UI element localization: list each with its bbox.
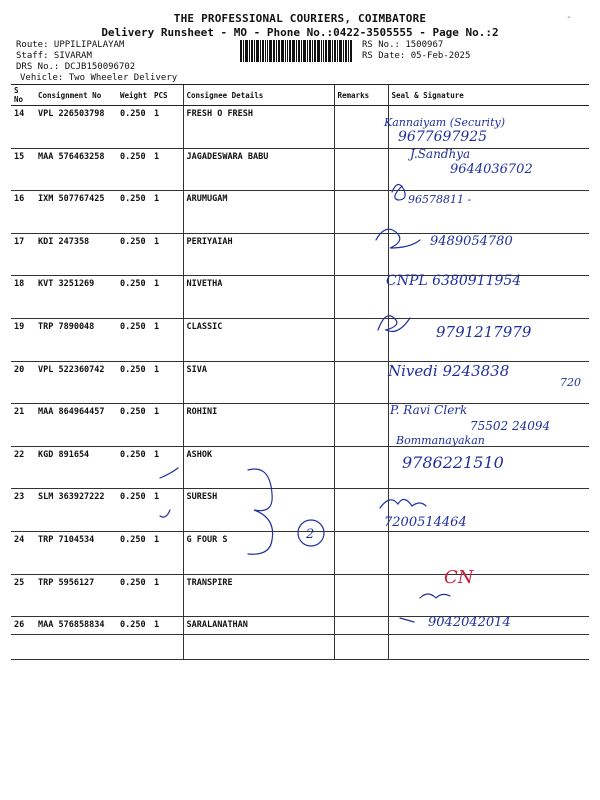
consignee-cell: ASHOK [183,446,334,489]
sno-cell: 16 [11,191,35,234]
weight-cell: 0.250 [117,446,151,489]
weight-cell: 0.250 [117,404,151,447]
weight-cell: 0.250 [117,148,151,191]
weight-cell: 0.250 [117,191,151,234]
sno-cell: 22 [11,446,35,489]
table-header-row [11,85,589,106]
consignment-cell: KVT 3251269 [35,276,117,319]
consignee-cell: FRESH O FRESH [183,106,334,149]
col-header-pcs: PCS [151,85,183,106]
handwritten-name: P. Ravi Clerk [390,403,468,417]
remarks-cell [334,276,388,319]
remarks-cell [334,574,388,617]
handwritten-mark: CN [444,567,474,588]
remarks-cell [334,148,388,191]
weight-cell: 0.250 [117,574,151,617]
signature-cell [388,276,589,319]
pcs-cell: 1 [151,148,183,191]
weight-cell: 0.250 [117,531,151,574]
table-row [11,318,589,361]
handwritten-name: J.Sandhya [410,147,471,161]
remarks-cell [334,404,388,447]
weight-cell: 0.250 [117,318,151,361]
table-row [11,489,589,532]
pcs-cell: 1 [151,574,183,617]
company-title: THE PROFESSIONAL COURIERS, COIMBATORE [173,12,427,25]
handwritten-phone: 9677697925 [398,129,488,145]
signature-cell [388,361,589,404]
handwritten-phone: 9644036702 [450,162,533,177]
sno-cell: 21 [11,404,35,447]
handwritten-phone: 96578811 - [408,193,472,206]
staff: Staff: SIVARAM [16,51,92,61]
consignee-cell: TRANSPIRE [183,574,334,617]
consignment-cell: MAA 576463258 [35,148,117,191]
sno-cell: 20 [11,361,35,404]
table-row [11,404,589,447]
sno-cell: 26 [11,617,35,660]
table-bottom-rule [11,634,589,635]
col-header-weight: Weight [117,85,151,106]
consignee-cell: ROHINI [183,404,334,447]
table-row [11,148,589,191]
sno-cell: 14 [11,106,35,149]
weight-cell: 0.250 [117,233,151,276]
sno-cell: 15 [11,148,35,191]
consignee-cell: CLASSIC [183,318,334,361]
consignee-cell: NIVETHA [183,276,334,319]
circled-number: 2 [306,527,315,542]
sno-cell: 24 [11,531,35,574]
consignee-cell: SARALANATHAN [183,617,334,660]
weight-cell: 0.250 [117,276,151,319]
col-header-signature: Seal & Signature [388,85,589,106]
consignee-cell: ARUMUGAM [183,191,334,234]
pcs-cell: 1 [151,361,183,404]
rs-number: RS No.: 1500967 [362,40,444,50]
col-header-consignment: Consignment No [35,85,117,106]
remarks-cell [334,617,388,660]
table-row [11,574,589,617]
consignee-cell: SIVA [183,361,334,404]
corner-mark: - [565,12,572,23]
remarks-cell [334,446,388,489]
signature-cell [388,404,589,447]
handwritten-name: Bommanayakan [396,434,485,447]
weight-cell: 0.250 [117,106,151,149]
runsheet-title: Delivery Runsheet - MO - Phone No.:0422-3505555 - Page No.:2 [101,26,499,39]
sno-cell: 17 [11,233,35,276]
consignment-cell: KDI 247358 [35,233,117,276]
table-row [11,191,589,234]
consignment-cell: IXM 507767425 [35,191,117,234]
consignment-cell: TRP 7890048 [35,318,117,361]
table-row [11,617,589,660]
table-row [11,361,589,404]
rs-date: RS Date: 05-Feb-2025 [362,51,471,61]
sno-cell: 25 [11,574,35,617]
consignee-cell: SURESH [183,489,334,532]
weight-cell: 0.250 [117,617,151,660]
handwritten-note: Nivedi 9243838 [388,362,510,380]
pcs-cell: 1 [151,617,183,660]
handwritten-phone: 7200514464 [384,515,467,530]
pcs-cell: 1 [151,106,183,149]
consignment-cell: VPL 226503798 [35,106,117,149]
consignment-cell: VPL 522360742 [35,361,117,404]
consignment-cell: TRP 5956127 [35,574,117,617]
remarks-cell [334,531,388,574]
handwritten-phone: 9489054780 [430,234,513,249]
pcs-cell: 1 [151,191,183,234]
pcs-cell: 1 [151,531,183,574]
weight-cell: 0.250 [117,489,151,532]
consignee-cell: G FOUR S [183,531,334,574]
table-row [11,233,589,276]
signature-cell [388,574,589,617]
remarks-cell [334,361,388,404]
vehicle: Vehicle: Two Wheeler Delivery [20,73,178,83]
col-header-sno: S No [11,85,35,106]
consignment-cell: SLM 363927222 [35,489,117,532]
route: Route: UPPILIPALAYAM [16,40,125,50]
consignee-cell: JAGADESWARA BABU [183,148,334,191]
signature-cell [388,318,589,361]
barcode [240,40,352,62]
consignee-cell: PERIYAIAH [183,233,334,276]
table-row [11,531,589,574]
sno-cell: 18 [11,276,35,319]
handwritten-phone: 75502 24094 [470,419,551,433]
handwritten-note: CNPL 6380911954 [386,273,522,289]
signature-cell [388,106,589,149]
table-row [11,276,589,319]
remarks-cell [334,489,388,532]
remarks-cell [334,106,388,149]
signature-cell [388,531,589,574]
signature-cell [388,617,589,660]
pcs-cell: 1 [151,318,183,361]
pcs-cell: 1 [151,276,183,319]
signature-cell [388,191,589,234]
handwritten-phone: 9791217979 [436,323,532,341]
sno-cell: 23 [11,489,35,532]
signature-cell [388,489,589,532]
runsheet-table [11,84,589,660]
table-row [11,446,589,489]
signature-cell [388,148,589,191]
pcs-cell: 1 [151,404,183,447]
remarks-cell [334,191,388,234]
col-header-consignee: Consignee Details [183,85,334,106]
handwritten-note: 720 [560,376,581,389]
consignment-cell: KGD 891654 [35,446,117,489]
handwritten-name: Kannaiyam (Security) [384,116,506,129]
weight-cell: 0.250 [117,361,151,404]
consignment-cell: TRP 7104534 [35,531,117,574]
signature-cell [388,233,589,276]
pcs-cell: 1 [151,446,183,489]
drs-number: DRS No.: DCJB150096702 [16,62,136,72]
handwritten-phone: 9042042014 [428,615,511,630]
col-header-remarks: Remarks [334,85,388,106]
table-row [11,106,589,149]
remarks-cell [334,233,388,276]
consignment-cell: MAA 576858834 [35,617,117,660]
sno-cell: 19 [11,318,35,361]
pcs-cell: 1 [151,489,183,532]
consignment-cell: MAA 864964457 [35,404,117,447]
handwritten-phone: 9786221510 [402,453,504,472]
signature-cell [388,446,589,489]
remarks-cell [334,318,388,361]
pcs-cell: 1 [151,233,183,276]
